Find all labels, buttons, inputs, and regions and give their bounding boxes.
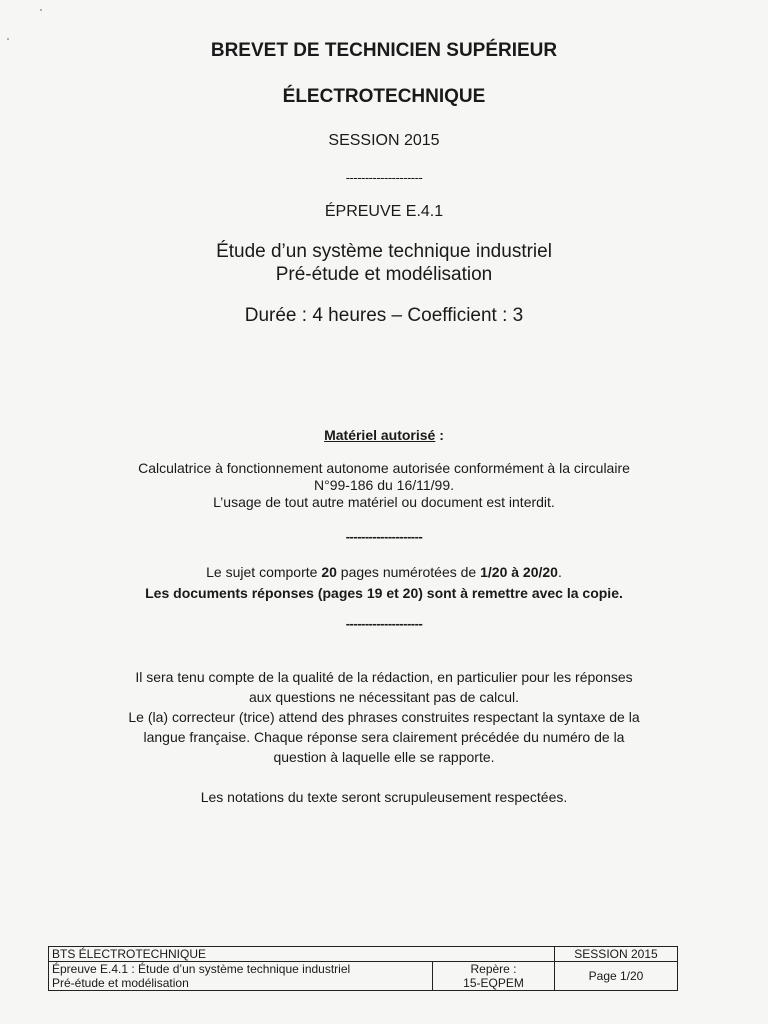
pages-info-text: pages numérotées de — [336, 564, 481, 580]
footer-epreuve: Épreuve E.4.1 : Étude d’un système technique industriel — [52, 962, 351, 976]
footer-repere-value: 15-EQPEM — [463, 976, 524, 990]
session: SESSION 2015 — [328, 132, 440, 149]
instruction-line-3: Le (la) correcteur (trice) attend des phrases construites respectant la syntaxe de la — [128, 709, 640, 725]
separator: -------------------- — [345, 170, 423, 185]
footer-row-2 — [49, 962, 678, 991]
instruction-line-6: Les notations du texte seront scrupuleusement respectées. — [200, 789, 568, 805]
title-line-1: BREVET DE TECHNICIEN SUPÉRIEUR — [210, 40, 558, 61]
pages-info-line — [0, 564, 768, 581]
footer-subtitle: Pré-étude et modélisation — [52, 976, 189, 990]
footer-page: Page 1/20 — [555, 962, 678, 991]
pages-count: 20 — [321, 564, 337, 580]
documents-reponses: Les documents réponses (pages 19 et 20) sont à remettre avec la copie. — [145, 585, 623, 601]
footer-repere-label: Repère : — [470, 962, 517, 976]
subject-line-1: Étude d’un système technique industriel — [216, 241, 552, 262]
epreuve: ÉPREUVE E.4.1 — [324, 203, 444, 220]
materiel-line-2: N°99-186 du 16/11/99. — [314, 477, 454, 493]
footer-row-1 — [49, 947, 678, 962]
instruction-line-5: question à laquelle elle se rapporte. — [273, 749, 495, 765]
materiel-heading — [0, 427, 768, 445]
duree-coefficient: Durée : 4 heures – Coefficient : 3 — [244, 305, 524, 326]
footer-epreuve-cell — [49, 962, 433, 991]
instruction-line-4: langue française. Chaque réponse sera clairement précédée du numéro de la — [143, 729, 625, 745]
instruction-line-2: aux questions ne nécessitant pas de calcul. — [248, 689, 520, 705]
footer-bts: BTS ÉLECTROTECHNIQUE — [49, 947, 555, 962]
title-line-2: ÉLECTROTECHNIQUE — [282, 86, 486, 107]
materiel-line-3: L’usage de tout autre matériel ou document est interdit. — [213, 494, 555, 510]
instruction-line-1: Il sera tenu compte de la qualité de la rédaction, en particulier pour les réponses — [135, 669, 633, 685]
pages-info-text: . — [557, 564, 562, 580]
materiel-heading-colon: : — [435, 427, 444, 443]
pages-info-text: Le sujet comporte — [206, 564, 322, 580]
pages-range: 1/20 à 20/20 — [480, 564, 558, 580]
materiel-heading-text: Matériel autorisé — [324, 427, 436, 443]
subject-line-2: Pré-étude et modélisation — [275, 264, 493, 285]
footer-repere-cell — [433, 962, 555, 991]
footer-session: SESSION 2015 — [555, 947, 678, 962]
materiel-line-1: Calculatrice à fonctionnement autonome autorisée conformément à la circulaire — [138, 460, 630, 476]
separator-bold: -------------------- — [345, 529, 423, 544]
footer-table — [48, 946, 678, 991]
scan-speck — [40, 9, 42, 11]
separator-bold: -------------------- — [345, 616, 423, 631]
